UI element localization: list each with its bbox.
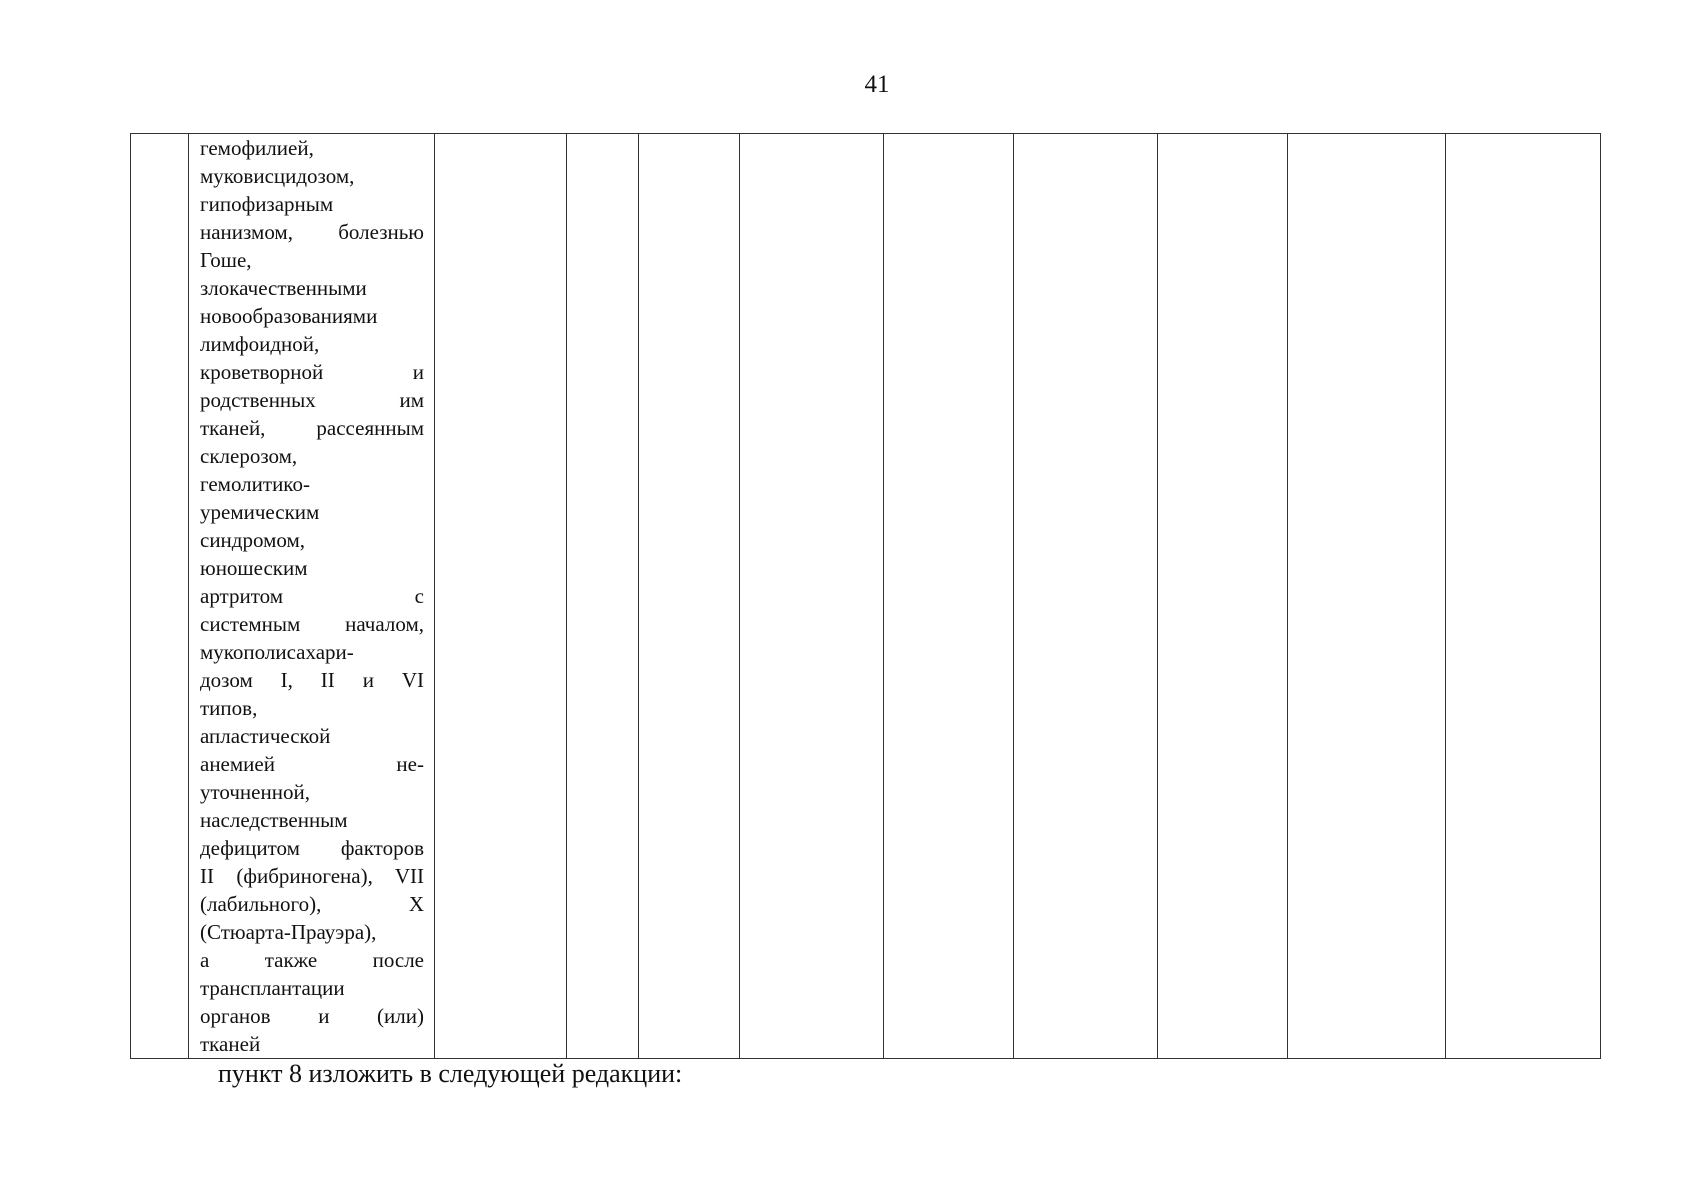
table-cell-empty (435, 134, 567, 1059)
cell-text-line: лимфоидной, (200, 332, 320, 356)
cell-text-line: кроветворной и (200, 360, 424, 384)
cell-text-line: дефицитом факторов (200, 836, 424, 860)
cell-text-line: II (фибриногена), VII (200, 864, 424, 888)
cell-text-line: родственных им (200, 388, 424, 412)
table-cell-empty (1288, 134, 1446, 1059)
cell-text-line: трансплантации (200, 976, 345, 1000)
cell-text-line: (Стюарта-Прауэра), (200, 920, 377, 944)
table-cell-number (131, 134, 189, 1059)
cell-text-line: системным началом, (200, 612, 424, 636)
cell-text-line: новообразованиями (200, 304, 378, 328)
cell-text-line: органов и (или) (200, 1004, 424, 1028)
table-row (131, 134, 1601, 1059)
cell-text-line: типов, (200, 696, 258, 720)
table-cell-empty (1158, 134, 1288, 1059)
cell-text-line: гемолитико- (200, 472, 310, 496)
cell-text-line: уточненной, (200, 780, 310, 804)
cell-text-line: артритом с (200, 584, 424, 608)
cell-text-line: уремическим (200, 500, 320, 524)
cell-text-line: синдромом, (200, 528, 306, 552)
cell-text-line: мукополисахари- (200, 640, 354, 664)
table-cell-empty (639, 134, 740, 1059)
cell-text-line: (лабильного), X (200, 892, 424, 916)
conditions-text (200, 134, 424, 1058)
cell-text-line: муковисцидозом, (200, 164, 355, 188)
table-cell-empty (1014, 134, 1158, 1059)
table-cell-empty (740, 134, 884, 1059)
cell-text-line: тканей, рассеянным (200, 416, 424, 440)
cell-text-line: гипофизарным (200, 192, 334, 216)
cell-text-line: тканей (200, 1032, 261, 1056)
page-number: 41 (864, 71, 890, 98)
table-cell-empty (567, 134, 639, 1059)
cell-text-line: Гоше, (200, 248, 252, 272)
document-table (130, 133, 1601, 1059)
table-cell-empty (884, 134, 1014, 1059)
cell-text-line: анемией не- (200, 752, 424, 776)
cell-text-line: юношеским (200, 556, 308, 580)
table-cell-conditions (189, 134, 435, 1059)
cell-text-line: дозом I, II и VI (200, 668, 424, 692)
cell-text-line: нанизмом, болезнью (200, 220, 424, 244)
cell-text-line: злокачественными (200, 276, 367, 300)
cell-text-line: склерозом, (200, 444, 298, 468)
table-cell-empty (1446, 134, 1601, 1059)
cell-text-line: апластической (200, 724, 331, 748)
amendment-text: пункт 8 изложить в следующей редакции: (218, 1059, 683, 1088)
cell-text-line: гемофилией, (200, 136, 314, 160)
cell-text-line: наследственным (200, 808, 348, 832)
cell-text-line: а также после (200, 948, 424, 972)
